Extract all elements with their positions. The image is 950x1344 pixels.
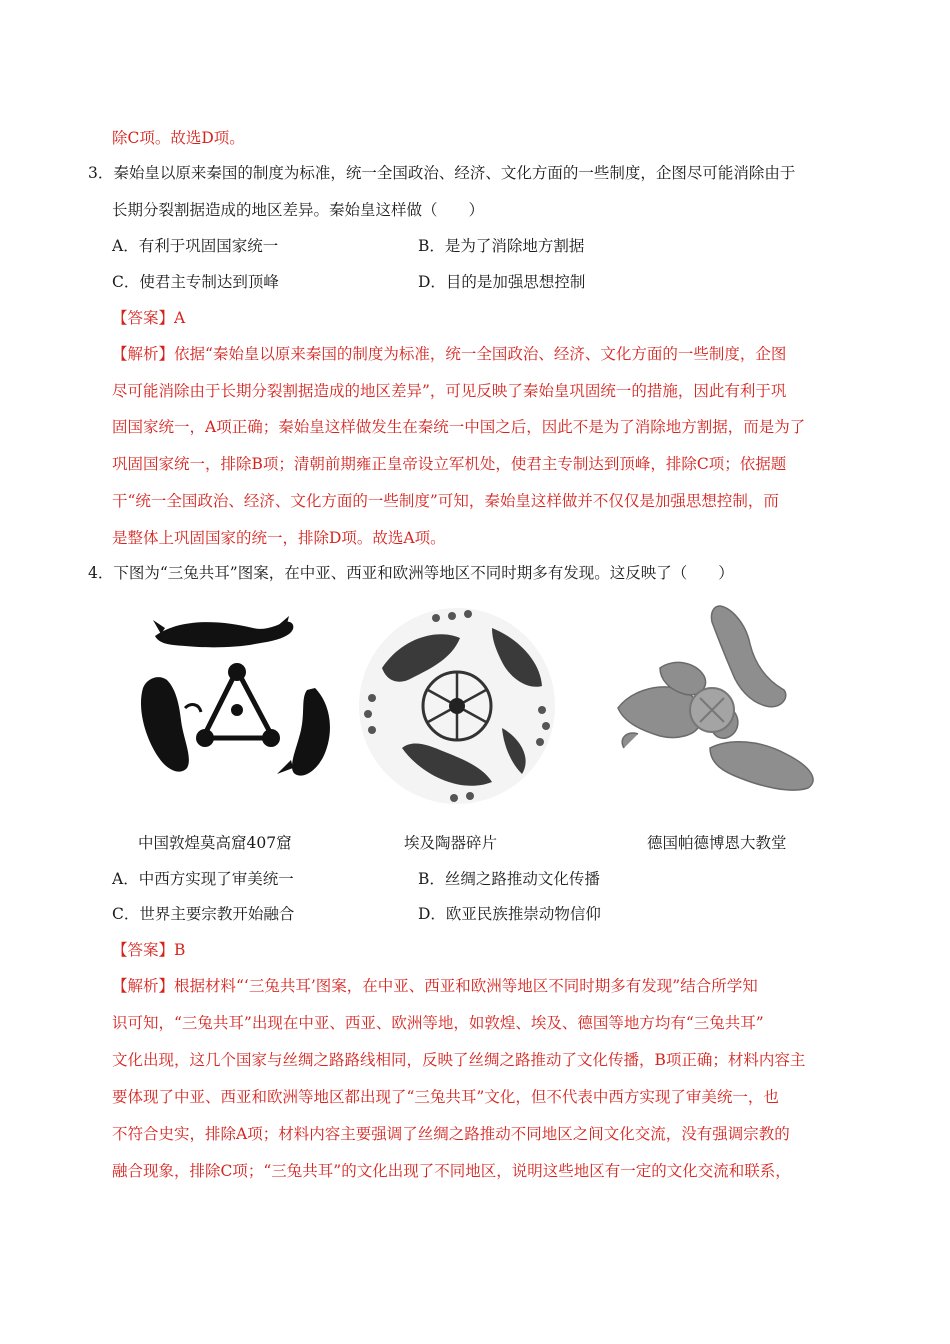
q3-analysis-line: 巩固国家统一，排除B项；清朝前期雍正皇帝设立军机处，使君主专制达到顶峰，排除C项；依据题 [112, 455, 787, 473]
q3-option-b: B．是为了消除地方割据 [418, 237, 585, 255]
q4-option-c: C．世界主要宗教开始融合 [112, 905, 295, 923]
egyptian-pottery-shard-image [342, 598, 572, 808]
q3-stem-line-2: 长期分裂割据造成的地区差异。秦始皇这样做（ ） [112, 201, 485, 219]
q4-option-b: B．丝绸之路推动文化传播 [418, 870, 600, 888]
q4-option-a: A．中西方实现了审美统一 [112, 870, 294, 888]
q3-option-a: A．有利于巩固国家统一 [112, 237, 279, 255]
q3-analysis-line: 是整体上巩固国家的统一，排除D项。故选A项。 [112, 529, 446, 547]
q3-stem-line-1: 3．秦始皇以原来秦国的制度为标准，统一全国政治、经济、文化方面的一些制度，企图尽可能消除由于 [88, 164, 796, 182]
q4-answer: 【答案】B [112, 941, 186, 959]
q4-stem-line-1: 4．下图为“三兔共耳”图案，在中亚、西亚和欧洲等地区不同时期多有发现。这反映了（ ） [88, 564, 734, 582]
q3-option-d: D．目的是加强思想控制 [418, 273, 586, 291]
q3-analysis-line: 固国家统一，A项正确；秦始皇这样做发生在秦统一中国之后，因此不是为了消除地方割据，而是为了 [112, 418, 806, 436]
q3-analysis-line: 干“统一全国政治、经济、文化方面的一些制度”可知，秦始皇这样做并不仅仅是加强思想控制，而 [112, 492, 779, 510]
q4-analysis-line: 不符合史实，排除A项；材料内容主要强调了丝绸之路推动不同地区之间文化交流，没有强调宗教的 [112, 1125, 790, 1143]
q4-analysis-line: 融合现象，排除C项；“三兔共耳”的文化出现了不同地区，说明这些地区有一定的文化交流和联系， [112, 1162, 791, 1180]
q3-option-c: C．使君主专制达到顶峰 [112, 273, 279, 291]
q3-answer: 【答案】A [112, 309, 186, 327]
previous-analysis-tail: 除C项。故选D项。 [112, 129, 245, 147]
paderborn-cathedral-carving-image [600, 598, 830, 808]
q4-analysis-line: 识可知，“三兔共耳”出现在中亚、西亚、欧洲等地，如敦煌、埃及、德国等地方均有“三兔共耳” [112, 1014, 764, 1032]
q4-analysis-line: 要体现了中亚、西亚和欧洲等地区都出现了“三兔共耳”文化，但不代表中西方实现了审美统一，也 [112, 1088, 779, 1106]
q4-option-d: D．欧亚民族推崇动物信仰 [418, 905, 601, 923]
figure-caption-dunhuang: 中国敦煌莫高窟407窟 [138, 834, 292, 852]
q4-analysis-line: 【解析】根据材料“‘三兔共耳’图案，在中亚、西亚和欧洲等地区不同时期多有发现”结合所学知 [112, 977, 758, 995]
q4-analysis-line: 文化出现，这几个国家与丝绸之路路线相同，反映了丝绸之路推动了文化传播，B项正确；材料内容主 [112, 1051, 806, 1069]
dunhuang-three-hares-image [125, 598, 355, 808]
figure-caption-paderborn: 德国帕德博恩大教堂 [647, 834, 787, 852]
figure-caption-egypt: 埃及陶器碎片 [404, 834, 498, 852]
q3-analysis-line: 尽可能消除由于长期分裂割据造成的地区差异”，可见反映了秦始皇巩固统一的措施，因此有利于巩 [112, 382, 787, 400]
q3-analysis-line: 【解析】依据“秦始皇以原来秦国的制度为标准，统一全国政治、经济、文化方面的一些制度，企图 [112, 345, 787, 363]
